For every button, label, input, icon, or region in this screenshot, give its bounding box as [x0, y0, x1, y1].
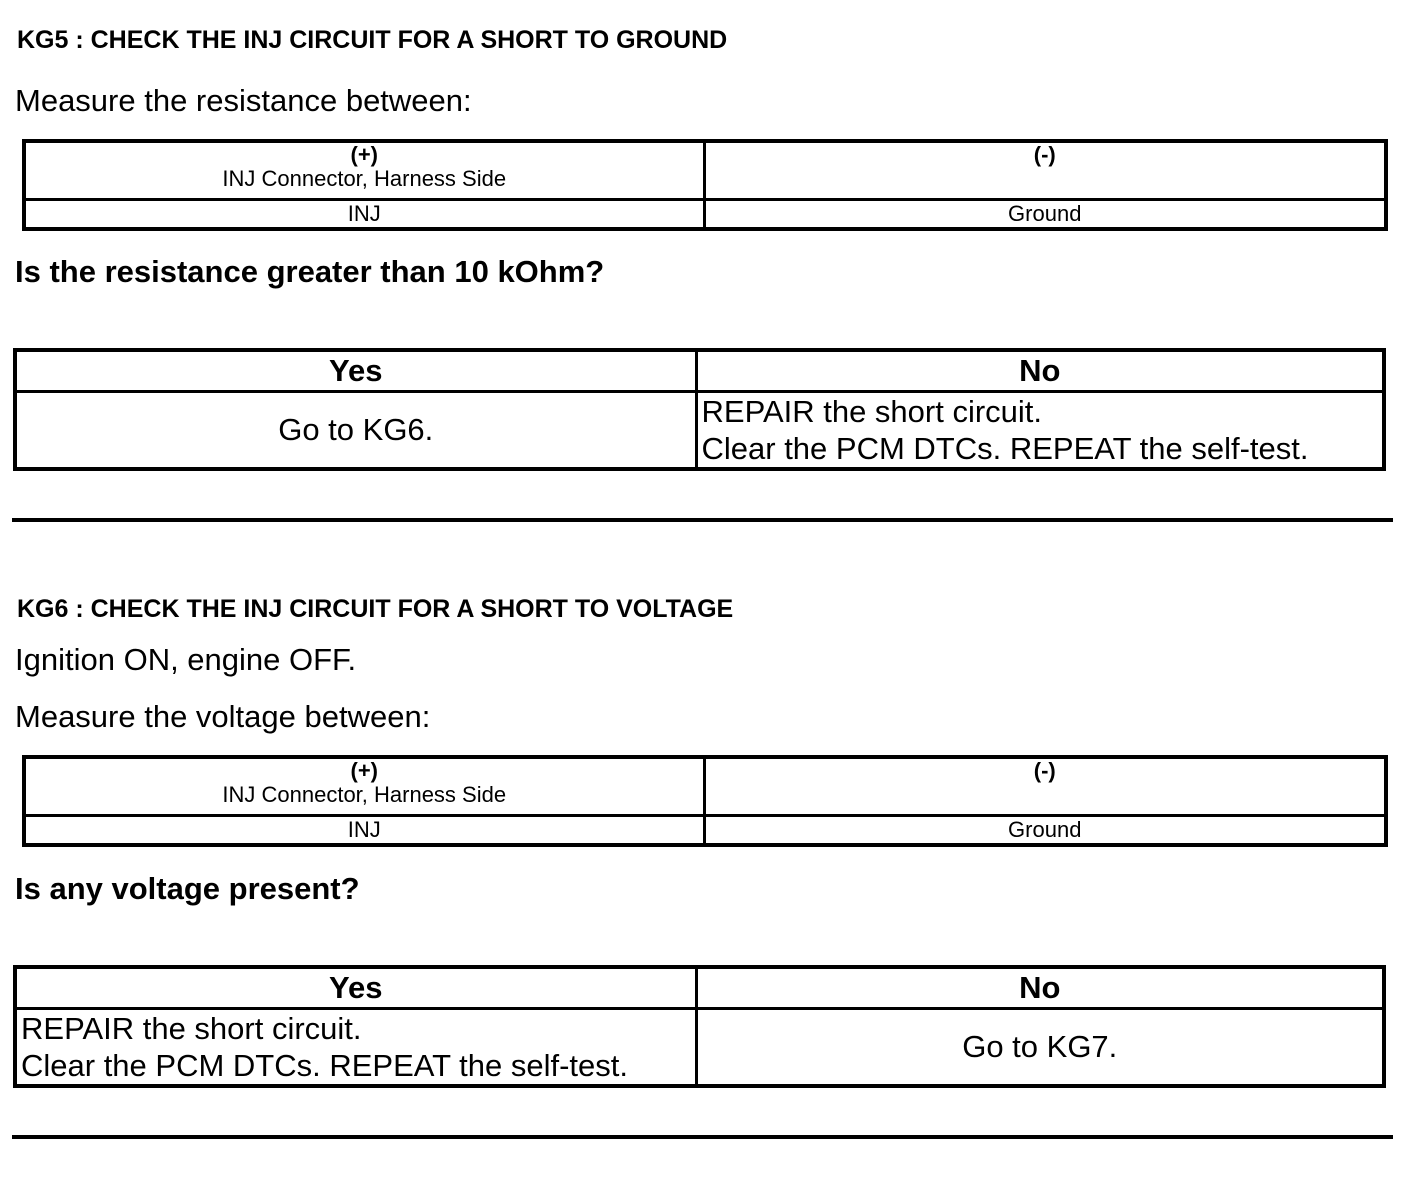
- kg5-yes-header: Yes: [15, 350, 696, 392]
- kg6-instruction-measure: Measure the voltage between:: [15, 699, 431, 734]
- kg5-question: Is the resistance greater than 10 kOhm?: [15, 254, 605, 289]
- kg6-minus-value: Ground: [704, 816, 1386, 846]
- kg6-yes-line1: REPAIR the short circuit.: [21, 1011, 362, 1046]
- kg6-no-header: No: [696, 967, 1384, 1009]
- minus-symbol: (-): [1033, 142, 1056, 167]
- kg5-measurement-table: [22, 139, 1388, 231]
- kg5-instruction: Measure the resistance between:: [15, 83, 472, 118]
- plus-label: INJ Connector, Harness Side: [222, 166, 507, 191]
- minus-symbol: (-): [1033, 758, 1056, 783]
- kg6-measurement-table: [22, 755, 1388, 847]
- kg6-yes-line2: Clear the PCM DTCs. REPEAT the self-test.: [21, 1048, 628, 1083]
- kg5-minus-header: [704, 141, 1386, 200]
- kg6-no-action: Go to KG7.: [696, 1009, 1384, 1087]
- section-divider: [12, 1135, 1393, 1139]
- kg5-plus-header: [24, 141, 704, 200]
- kg6-result-table: [13, 965, 1386, 1088]
- kg6-minus-header: [704, 757, 1386, 816]
- kg6-plus-value: INJ: [24, 816, 704, 846]
- kg6-question: Is any voltage present?: [15, 871, 360, 906]
- kg6-title: KG6 : CHECK THE INJ CIRCUIT FOR A SHORT TO VOLTAGE: [17, 595, 734, 623]
- kg6-yes-header: Yes: [15, 967, 696, 1009]
- kg5-title: KG5 : CHECK THE INJ CIRCUIT FOR A SHORT TO GROUND: [17, 26, 728, 54]
- plus-symbol: (+): [350, 142, 378, 167]
- kg6-plus-header: [24, 757, 704, 816]
- kg6-instruction-ignition: Ignition ON, engine OFF.: [15, 642, 357, 677]
- kg6-yes-action: [15, 1009, 696, 1087]
- kg5-result-table: [13, 348, 1386, 471]
- kg5-plus-value: INJ: [24, 200, 704, 230]
- kg5-no-header: No: [696, 350, 1384, 392]
- kg5-yes-action: Go to KG6.: [15, 392, 696, 470]
- kg5-minus-value: Ground: [704, 200, 1386, 230]
- kg5-no-line2: Clear the PCM DTCs. REPEAT the self-test.: [701, 431, 1309, 466]
- kg5-no-line1: REPAIR the short circuit.: [701, 394, 1043, 429]
- kg5-no-action: [696, 392, 1384, 470]
- plus-label: INJ Connector, Harness Side: [222, 782, 507, 807]
- plus-symbol: (+): [350, 758, 378, 783]
- section-divider: [12, 518, 1393, 522]
